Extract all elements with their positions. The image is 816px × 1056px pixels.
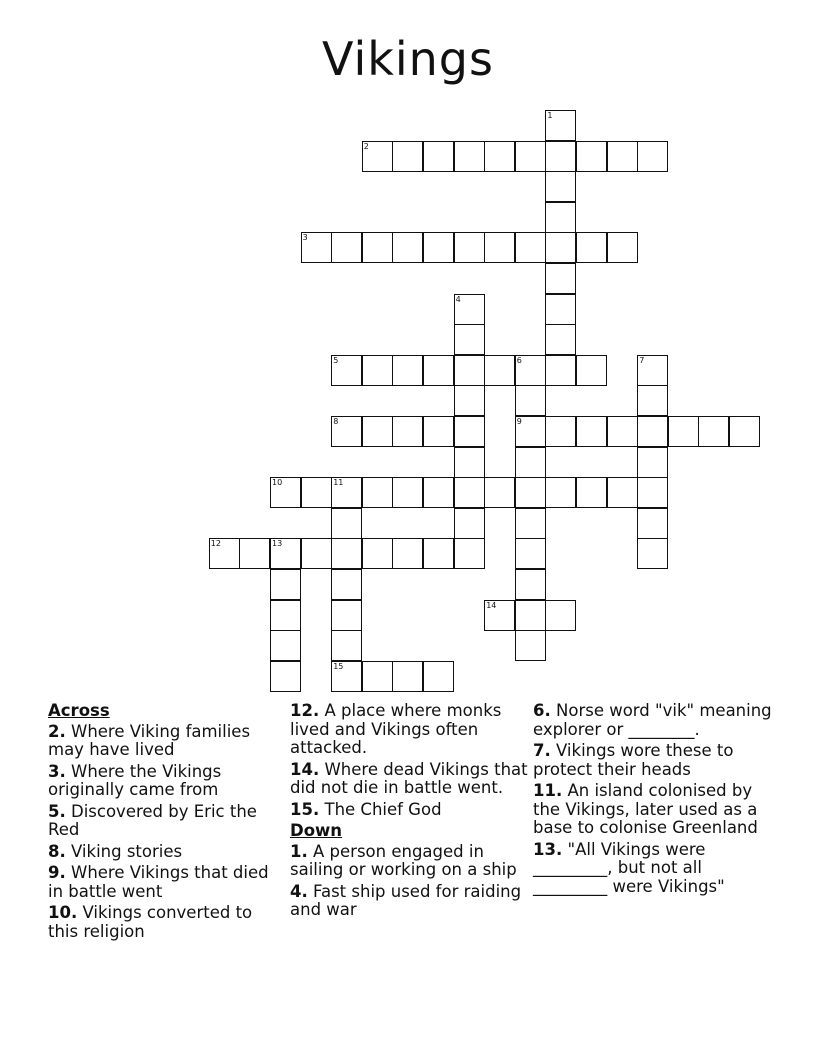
down-heading: Down xyxy=(290,821,343,840)
clue-across-2 xyxy=(48,723,273,760)
grid-cell[interactable] xyxy=(331,355,362,386)
grid-cell[interactable] xyxy=(576,141,607,172)
clue-number: 2. xyxy=(48,721,66,741)
grid-cell[interactable] xyxy=(515,538,546,569)
grid-cell[interactable] xyxy=(362,477,393,508)
grid-cell[interactable] xyxy=(637,385,668,416)
clue-text: "All Vikings were _________, but not all _________ were Vikings" xyxy=(533,839,725,896)
grid-cell[interactable] xyxy=(270,569,301,600)
grid-cell[interactable] xyxy=(331,477,362,508)
grid-cell[interactable] xyxy=(515,385,546,416)
clues-column-3 xyxy=(533,702,773,899)
grid-cell[interactable] xyxy=(607,232,638,263)
cell-number: 9 xyxy=(516,417,522,426)
clue-text: Where Vikings that died in battle went xyxy=(48,863,269,901)
cell-number: 15 xyxy=(333,661,344,671)
grid-cell[interactable] xyxy=(331,600,362,631)
grid-cell[interactable] xyxy=(698,416,729,447)
grid-cell[interactable] xyxy=(454,355,485,386)
clue-across-3 xyxy=(48,763,273,800)
clue-text: Where dead Vikings that did not die in battle went. xyxy=(290,759,528,797)
grid-cell[interactable] xyxy=(362,416,393,447)
grid-cell[interactable] xyxy=(392,416,423,447)
grid-cell[interactable] xyxy=(668,416,699,447)
clue-down-11 xyxy=(533,782,773,838)
grid-cell[interactable] xyxy=(515,477,546,508)
clue-text: Viking stories xyxy=(71,841,183,861)
grid-cell[interactable] xyxy=(362,538,393,569)
cell-number: 13 xyxy=(272,539,283,549)
clue-across-15 xyxy=(290,801,528,820)
clue-number: 9. xyxy=(48,863,66,882)
grid-cell[interactable] xyxy=(637,477,668,508)
grid-cell[interactable] xyxy=(392,661,423,692)
clue-text: Vikings converted to this religion xyxy=(48,903,253,941)
clue-number: 3. xyxy=(48,761,66,781)
grid-cell[interactable] xyxy=(362,232,393,263)
grid-cell[interactable] xyxy=(484,141,515,172)
grid-cell[interactable] xyxy=(576,232,607,263)
clue-down-4 xyxy=(290,883,528,920)
grid-cell[interactable] xyxy=(270,600,301,631)
grid-cell[interactable] xyxy=(515,630,546,661)
grid-cell[interactable] xyxy=(392,538,423,569)
grid-cell[interactable] xyxy=(392,141,423,172)
grid-cell[interactable] xyxy=(607,141,638,172)
grid-cell[interactable] xyxy=(423,232,454,263)
grid-cell[interactable] xyxy=(545,232,576,263)
grid-cell[interactable] xyxy=(392,477,423,508)
clue-down-13 xyxy=(533,841,773,897)
clue-across-9 xyxy=(48,864,273,901)
grid-cell[interactable] xyxy=(362,661,393,692)
grid-cell[interactable] xyxy=(331,508,362,539)
cell-number: 7 xyxy=(639,355,645,365)
grid-cell[interactable] xyxy=(545,171,576,202)
grid-cell[interactable] xyxy=(239,538,270,569)
grid-cell[interactable] xyxy=(423,355,454,386)
clue-number: 5. xyxy=(48,801,66,821)
cell-number: 5 xyxy=(333,355,339,365)
clue-across-8 xyxy=(48,843,273,862)
cell-number: 6 xyxy=(516,355,522,365)
grid-cell[interactable] xyxy=(637,447,668,478)
grid-cell[interactable] xyxy=(331,232,362,263)
grid-cell[interactable] xyxy=(270,477,301,508)
grid-cell[interactable] xyxy=(515,416,546,447)
grid-cell[interactable] xyxy=(484,600,515,631)
clue-number: 14. xyxy=(290,759,320,779)
clue-text: Norse word "vik" meaning explorer or ________. xyxy=(533,701,772,739)
cell-number: 8 xyxy=(333,417,339,426)
clue-text: Fast ship used for raiding and war xyxy=(290,881,522,919)
grid-cell[interactable] xyxy=(515,355,546,386)
clue-number: 7. xyxy=(533,741,551,760)
grid-cell[interactable] xyxy=(545,477,576,508)
cell-number: 11 xyxy=(333,478,344,488)
grid-cell[interactable] xyxy=(729,416,760,447)
clues-column-1 xyxy=(48,702,273,944)
grid-cell[interactable] xyxy=(454,141,485,172)
grid-cell[interactable] xyxy=(515,600,546,631)
grid-cell[interactable] xyxy=(545,600,576,631)
grid-cell[interactable] xyxy=(392,355,423,386)
grid-cell[interactable] xyxy=(331,661,362,692)
grid-cell[interactable] xyxy=(637,508,668,539)
grid-cell[interactable] xyxy=(484,355,515,386)
grid-cell[interactable] xyxy=(209,538,240,569)
grid-cell[interactable] xyxy=(515,447,546,478)
grid-cell[interactable] xyxy=(423,416,454,447)
clue-text: An island colonised by the Vikings, later used as a base to colonise Greenland xyxy=(533,781,758,837)
grid-cell[interactable] xyxy=(454,447,485,478)
grid-cell[interactable] xyxy=(576,355,607,386)
grid-cell[interactable] xyxy=(301,232,332,263)
grid-cell[interactable] xyxy=(454,538,485,569)
cell-number: 12 xyxy=(210,539,221,549)
grid-cell[interactable] xyxy=(331,630,362,661)
grid-cell[interactable] xyxy=(331,416,362,447)
clue-number: 13. xyxy=(533,839,563,859)
grid-cell[interactable] xyxy=(423,661,454,692)
clue-text: The Chief God xyxy=(324,799,442,819)
grid-cell[interactable] xyxy=(515,141,546,172)
clue-down-7 xyxy=(533,742,773,779)
grid-cell[interactable] xyxy=(576,416,607,447)
grid-cell[interactable] xyxy=(545,110,576,141)
grid-cell[interactable] xyxy=(454,324,485,355)
grid-cell[interactable] xyxy=(484,477,515,508)
grid-cell[interactable] xyxy=(545,202,576,233)
clue-down-6 xyxy=(533,702,773,739)
clue-number: 10. xyxy=(48,903,78,922)
clues-column-2 xyxy=(290,702,528,923)
grid-cell[interactable] xyxy=(362,141,393,172)
grid-cell[interactable] xyxy=(301,477,332,508)
grid-cell[interactable] xyxy=(545,324,576,355)
puzzle-title: Vikings xyxy=(322,32,494,86)
clue-text: A place where monks lived and Vikings often attacked. xyxy=(290,701,502,757)
clue-text: Where Viking families may have lived xyxy=(48,721,251,759)
across-heading: Across xyxy=(48,701,110,720)
grid-cell[interactable] xyxy=(454,294,485,325)
cell-number: 14 xyxy=(486,600,497,610)
grid-cell[interactable] xyxy=(454,508,485,539)
grid-cell[interactable] xyxy=(423,141,454,172)
cell-number: 10 xyxy=(272,478,283,488)
grid-cell[interactable] xyxy=(637,416,668,447)
grid-cell[interactable] xyxy=(362,355,393,386)
clue-down-1 xyxy=(290,843,528,880)
grid-cell[interactable] xyxy=(423,538,454,569)
grid-cell[interactable] xyxy=(545,141,576,172)
grid-cell[interactable] xyxy=(484,232,515,263)
cell-number: 4 xyxy=(455,294,461,304)
grid-cell[interactable] xyxy=(454,232,485,263)
grid-cell[interactable] xyxy=(515,569,546,600)
grid-cell[interactable] xyxy=(545,416,576,447)
grid-cell[interactable] xyxy=(576,477,607,508)
grid-cell[interactable] xyxy=(545,355,576,386)
grid-cell[interactable] xyxy=(515,508,546,539)
cell-number: 3 xyxy=(302,233,308,243)
grid-cell[interactable] xyxy=(607,477,638,508)
grid-cell[interactable] xyxy=(637,538,668,569)
clue-number: 15. xyxy=(290,799,320,819)
grid-cell[interactable] xyxy=(545,263,576,294)
clue-across-10 xyxy=(48,904,273,941)
clue-number: 11. xyxy=(533,781,563,800)
clue-number: 6. xyxy=(533,701,551,720)
grid-cell[interactable] xyxy=(392,232,423,263)
clue-across-14 xyxy=(290,761,528,798)
grid-cell[interactable] xyxy=(301,538,332,569)
grid-cell[interactable] xyxy=(454,477,485,508)
grid-cell[interactable] xyxy=(423,477,454,508)
grid-cell[interactable] xyxy=(607,416,638,447)
grid-cell[interactable] xyxy=(515,232,546,263)
clue-text: Discovered by Eric the Red xyxy=(48,801,257,839)
clue-number: 8. xyxy=(48,841,66,861)
clue-number: 1. xyxy=(290,841,308,861)
clue-number: 4. xyxy=(290,881,308,901)
grid-cell[interactable] xyxy=(331,569,362,600)
grid-cell[interactable] xyxy=(637,141,668,172)
grid-cell[interactable] xyxy=(545,294,576,325)
grid-cell[interactable] xyxy=(270,661,301,692)
grid-cell[interactable] xyxy=(454,385,485,416)
clue-across-12 xyxy=(290,702,528,758)
clue-number: 12. xyxy=(290,701,320,720)
grid-cell[interactable] xyxy=(454,416,485,447)
cell-number: 2 xyxy=(363,141,369,151)
clue-text: Vikings wore these to protect their heads xyxy=(533,741,734,779)
clue-text: Where the Vikings originally came from xyxy=(48,761,222,799)
clue-across-5 xyxy=(48,803,273,840)
clue-text: A person engaged in sailing or working on a ship xyxy=(290,841,517,879)
grid-cell[interactable] xyxy=(270,538,301,569)
grid-cell[interactable] xyxy=(331,538,362,569)
grid-cell[interactable] xyxy=(270,630,301,661)
grid-cell[interactable] xyxy=(637,355,668,386)
cell-number: 1 xyxy=(547,111,553,120)
